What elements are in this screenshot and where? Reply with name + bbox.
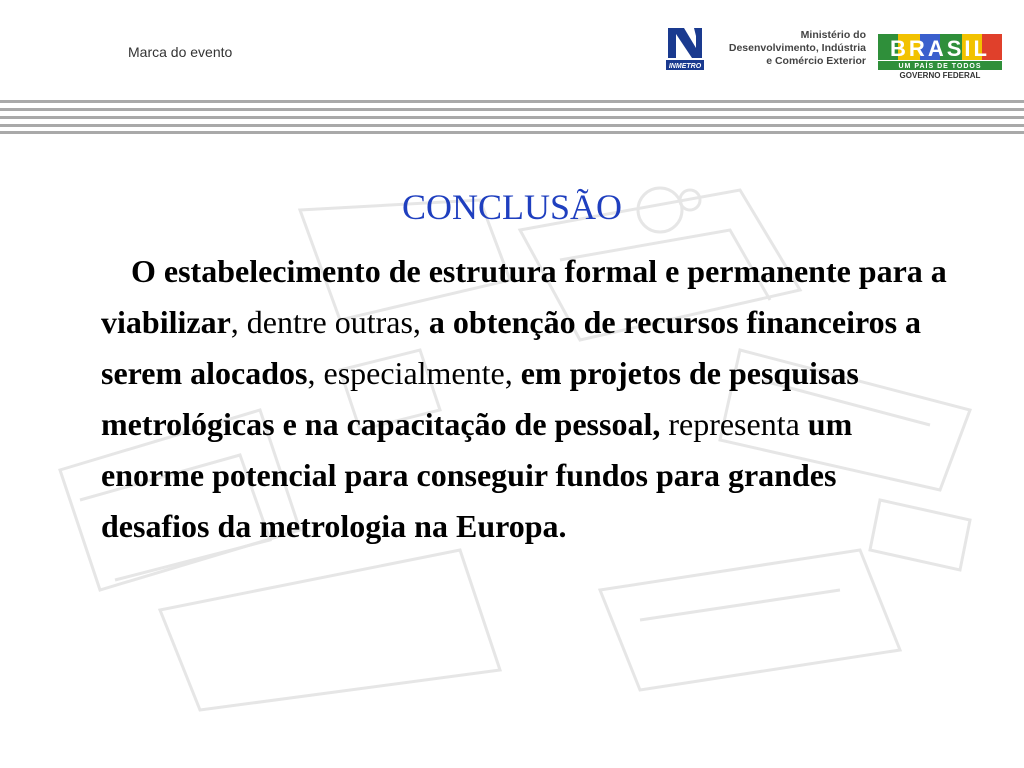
divider-stripe bbox=[0, 108, 1024, 111]
slide-title: CONCLUSÃO bbox=[401, 187, 623, 227]
text-segment-bold: um enorme potencial para conseguir fundos para grandes desafios da metrologia na Europa. bbox=[101, 406, 853, 544]
inmetro-logo-label: INMETRO bbox=[668, 63, 702, 70]
header-divider-stripes bbox=[0, 100, 1024, 136]
inmetro-logo bbox=[666, 26, 704, 70]
text-segment: , dentre outras, bbox=[230, 304, 429, 340]
conclusion-paragraph bbox=[101, 246, 951, 552]
divider-stripe bbox=[0, 131, 1024, 134]
slide-header bbox=[0, 0, 1024, 100]
text-segment: representa bbox=[660, 406, 808, 442]
brasil-tagline: UM PAÍS DE TODOS bbox=[898, 63, 982, 70]
brasil-government-logo bbox=[878, 32, 1002, 80]
ministry-name bbox=[706, 29, 866, 68]
ministry-line-2: Desenvolvimento, Indústria bbox=[728, 42, 866, 54]
text-segment-bold: a obtenção de recursos financeiros a serem alocados bbox=[101, 304, 922, 391]
text-segment-bold: em projetos de pesquisas metrológicas e na capacitação de pessoal, bbox=[101, 355, 859, 442]
divider-stripe bbox=[0, 124, 1024, 127]
text-segment-bold: O estabelecimento de estrutura formal e permanente para a viabilizar bbox=[101, 253, 947, 340]
brasil-government: GOVERNO FEDERAL bbox=[899, 71, 981, 80]
text-segment: , especialmente, bbox=[307, 355, 521, 391]
ministry-line-1: Ministério do bbox=[800, 29, 866, 41]
event-mark-label: Marca do evento bbox=[128, 44, 233, 60]
divider-stripe bbox=[0, 100, 1024, 103]
brasil-word: BRASIL bbox=[890, 36, 990, 61]
ministry-line-3: e Comércio Exterior bbox=[766, 55, 866, 67]
divider-stripe bbox=[0, 116, 1024, 119]
